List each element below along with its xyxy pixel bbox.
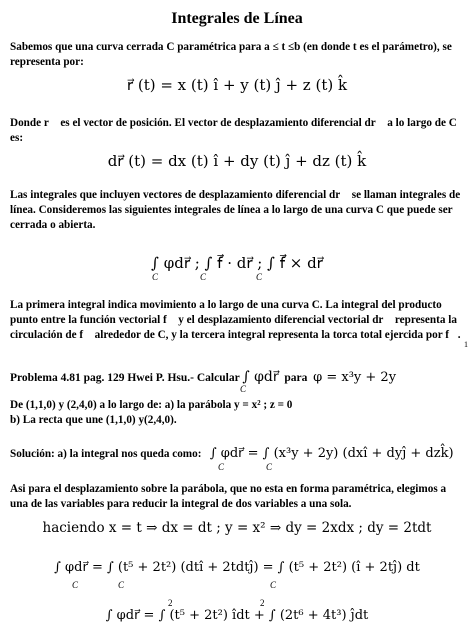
position-vector-paragraph: Donde r⃗ es el vector de posición. El vector de desplazamiento diferencial dr⃗ a lo largo de C es: — [10, 117, 457, 144]
c-subscript-sol-2: C — [266, 462, 273, 472]
intro-paragraph: Sabemos que una curva cerrada C paramétrica para a ≤ t ≤b (en donde t es el parámetro), se representa por: — [10, 41, 452, 68]
problem-label: Problema 4.81 pag. 129 Hwei P. Hsu.- Calcular — [10, 372, 240, 384]
upper-limit-1: 2 — [168, 598, 173, 608]
problem-statement — [10, 370, 462, 386]
c-subscript-problem: C — [240, 384, 247, 394]
interpretation-paragraph: La primera integral indica movimiento a lo largo de una curva C. La integral del producto punto entre la función vectorial f⃗ y el desplazamiento diferencial vectorial dr⃗ representa la circulación de f⃗ alrededor de C, y la tercera integral representa la torca total ejercida por f⃗. — [10, 299, 461, 341]
c-subscript-exp-3: C — [270, 580, 277, 590]
solution-line — [10, 446, 470, 462]
problem-integral: ∫ φdr⃗ — [242, 369, 279, 385]
integrals-list-equation — [0, 254, 474, 272]
position-vector-equation: r⃗ (t) = x (t) î + y (t) ĵ + z (t) k̂ — [126, 76, 348, 94]
c-subscript-sol-1: C — [218, 462, 225, 472]
problem-para-word: para — [284, 372, 308, 384]
c-subscript-1: C — [152, 272, 159, 282]
problem-phi: φ = x³y + 2y — [313, 370, 397, 385]
integral-expansion-equation: ∫ φdr⃗ = ∫ (t⁵ + 2t²) (dtî + 2tdtĵ) = ∫ (t⁵ + 2t²) (î + 2tĵ) dt — [54, 560, 420, 575]
final-integral-equation: ∫ φdr⃗ = ∫ (t⁵ + 2t²) îdt + ∫ (2t⁶ + 4t³) ĵdt — [105, 608, 369, 623]
c-subscript-exp-2: C — [118, 580, 125, 590]
page-number: 1 — [464, 340, 468, 349]
upper-limit-2: 2 — [260, 598, 265, 608]
substitution-equation: haciendo x = t ⇒ dx = dt ; y = x² ⇒ dy = 2xdx ; dy = 2tdt — [42, 520, 432, 536]
c-subscript-2: C — [200, 272, 207, 282]
displacement-equation: dr⃗ (t) = dx (t) î + dy (t) ĵ + dz (t) k̂ — [107, 152, 367, 170]
part-b-line: b) La recta que une (1,1,0) y(2,4,0). — [10, 414, 177, 426]
line-integrals-paragraph: Las integrales que incluyen vectores de desplazamiento diferencial dr⃗ se llaman integrales de línea. Consideremos las siguientes integrales de línea a lo largo de una curva C que puede ser cerrada o abierta. — [10, 189, 461, 231]
c-subscript-exp-1: C — [72, 580, 79, 590]
from-to-line: De (1,1,0) y (2,4,0) a lo largo de: a) la parábola y = x² ; z = 0 — [10, 399, 293, 411]
solution-equation: ∫ φdr⃗ = ∫ (x³y + 2y) (dxî + dyĵ + dzk̂) — [209, 446, 454, 461]
parabola-paragraph: Asi para el desplazamiento sobre la parábola, que no esta en forma paramétrica, elegimos a una de las variables para reducir la integral de dos variables a una sola. — [10, 483, 447, 510]
c-subscript-3: C — [256, 272, 263, 282]
solution-label: Solución: a) la integral nos queda como: — [10, 448, 202, 460]
page-title: Integrales de Línea — [171, 10, 303, 27]
integrals-list: ∫ φdr⃗ ; ∫ f⃗ · dr⃗ ; ∫ f⃗ × dr⃗ — [151, 254, 323, 272]
